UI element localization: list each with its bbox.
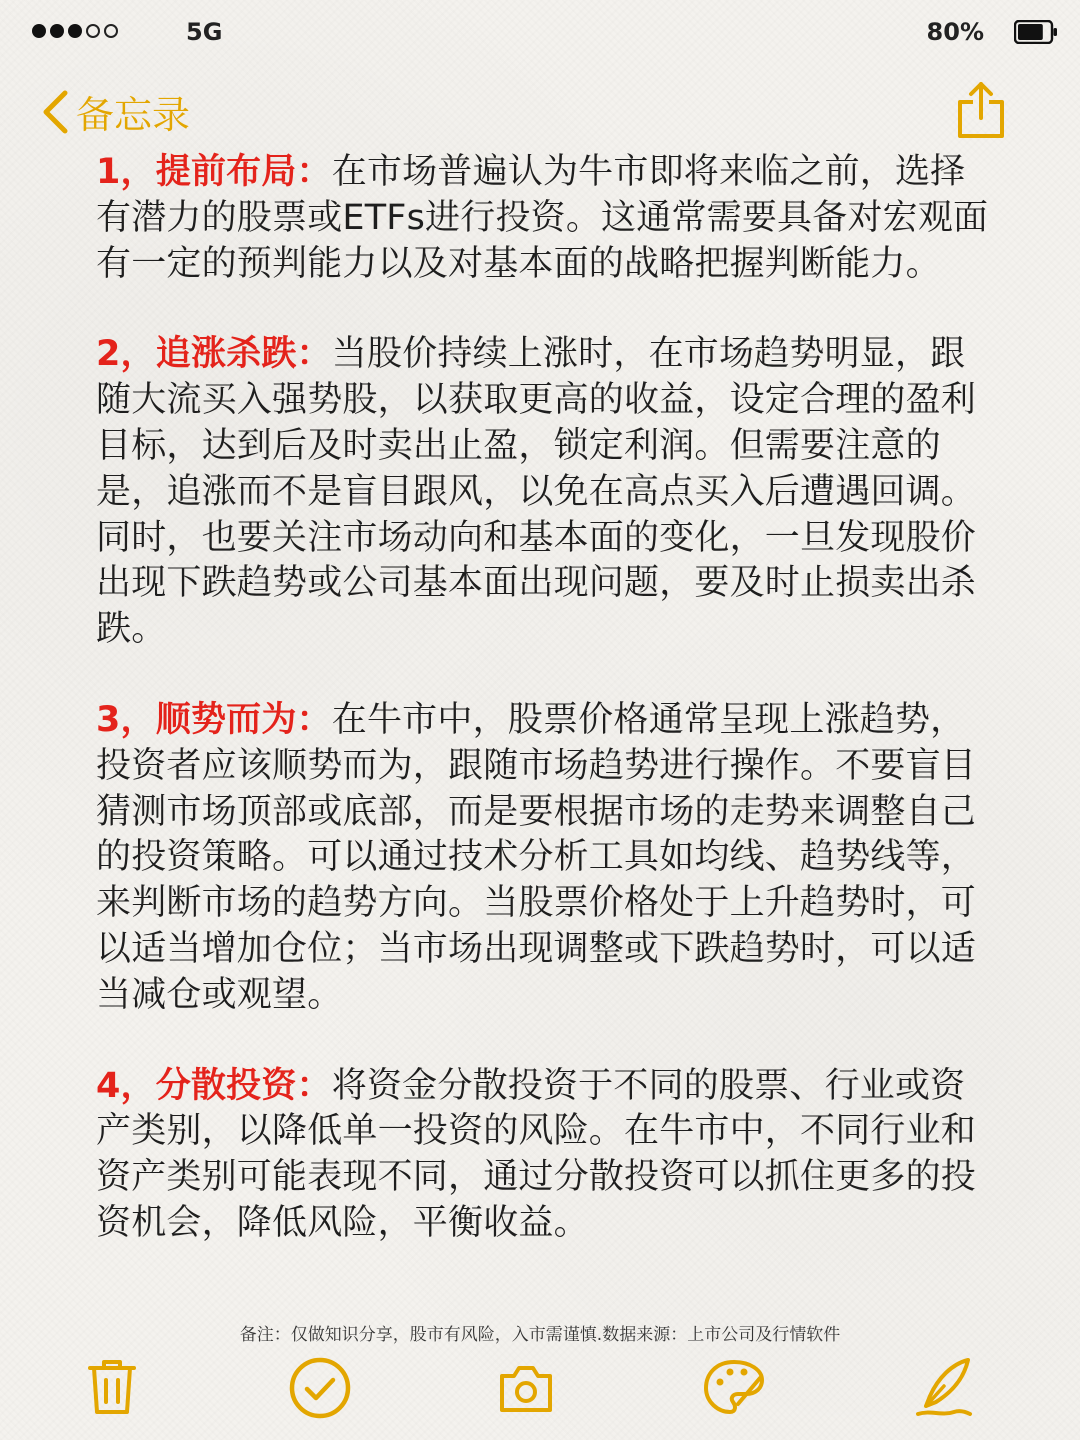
back-label: 备忘录 xyxy=(76,93,191,137)
palette-icon[interactable] xyxy=(698,1352,770,1424)
battery-icon xyxy=(1014,20,1058,44)
network-type: 5G xyxy=(186,18,223,46)
section-text: 当股价持续上涨时，在市场趋势明显，跟随大流买入强势股，以获取更高的收益，设定合理的盈利目标，达到后及时卖出止盈，锁定利润。但需要注意的是，追涨而不是盲目跟风，以免在高点买入后遭遇回调。同时，也要关注市场动向和基本面的变化，一旦发现股价出现下跌趋势或公司基本面出现问题，要及时止损卖出杀跌。 xyxy=(96,334,977,650)
signal-dot xyxy=(32,24,46,38)
signal-strength-icon xyxy=(32,24,118,38)
signal-dot xyxy=(104,24,118,38)
signal-dot xyxy=(86,24,100,38)
battery-percent: 80% xyxy=(926,18,984,46)
trash-icon[interactable] xyxy=(76,1352,148,1424)
chevron-left-icon xyxy=(40,89,70,135)
note-body[interactable] xyxy=(96,150,996,1292)
section-text: 将资金分散投资于不同的股票、行业或资产类别，以降低单一投资的风险。在牛市中，不同行业和资产类别可能表现不同，通过分散投资可以抓住更多的投资机会，降低风险，平衡收益。 xyxy=(96,1065,977,1243)
section-text: 在市场普遍认为牛市即将来临之前，选择有潜力的股票或ETFs进行投资。这通常需要具备对宏观面有一定的预判能力以及对基本面的战略把握判断能力。 xyxy=(96,152,989,284)
camera-icon[interactable] xyxy=(490,1352,562,1424)
signal-dot xyxy=(68,24,82,38)
note-section-1 xyxy=(96,150,996,287)
note-section-2 xyxy=(96,332,996,653)
section-title: 2，追涨杀跌： xyxy=(96,334,332,375)
section-title: 1，提前布局： xyxy=(96,152,332,192)
section-text: 在牛市中，股票价格通常呈现上涨趋势，投资者应该顺势而为，跟随市场趋势进行操作。不要盲目猜测市场顶部或底部，而是要根据市场的走势来调整自己的投资策略。可以通过技术分析工具如均线、趋势线等，来判断市场的趋势方向。当股票价格处于上升趋势时，可以适当增加仓位；当市场出现调整或下跌趋势时，可以适当减仓或观望。 xyxy=(96,699,977,1015)
status-bar xyxy=(0,0,1080,66)
disclaimer-footnote: 备注：仅做知识分享，股市有风险，入市需谨慎.数据来源：上市公司及行情软件 xyxy=(239,1325,841,1345)
back-button[interactable] xyxy=(40,84,190,139)
note-section-4 xyxy=(96,1064,996,1247)
compose-icon[interactable] xyxy=(908,1352,980,1424)
share-icon[interactable] xyxy=(954,80,1008,140)
section-title: 3，顺势而为： xyxy=(96,699,332,740)
bottom-toolbar xyxy=(0,1352,1080,1424)
note-section-3 xyxy=(96,698,996,1019)
checklist-icon[interactable] xyxy=(284,1352,356,1424)
section-title: 4，分散投资： xyxy=(96,1065,332,1106)
signal-dot xyxy=(50,24,64,38)
